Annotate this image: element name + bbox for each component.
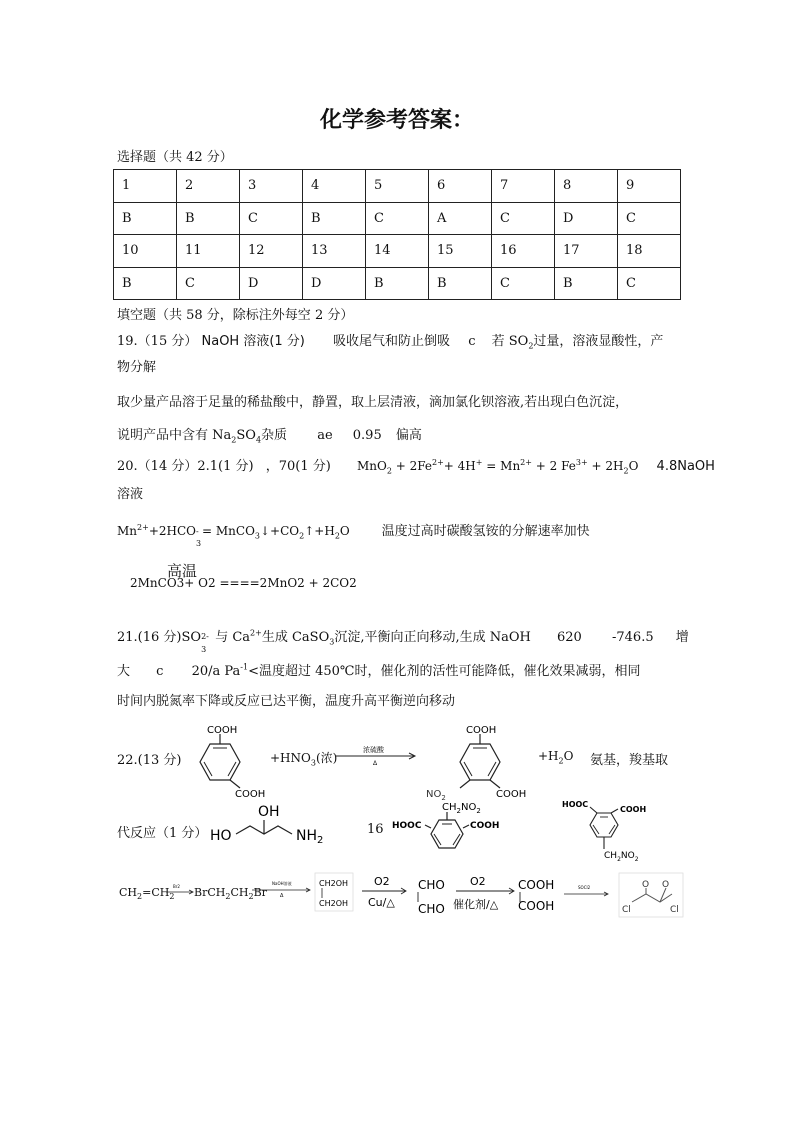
- q21-text: <温度超过 450℃时，催化剂的活性可能降低，催化效果减弱，相同: [248, 664, 641, 679]
- question-number-cell: 12: [240, 235, 303, 268]
- hooc-label: HOOC: [392, 821, 422, 831]
- q20-answer: 4.8NaOH: [656, 459, 715, 474]
- q20-equation2: $Mn^{2+}+2HCO$ 3 - = $MnCO_3↓+CO_2↑+H_2O$: [117, 523, 350, 548]
- oxalyl-chloride-structure: [618, 872, 684, 918]
- q21-answer: 20/a Pa: [191, 664, 241, 679]
- question-number-cell: 15: [429, 235, 492, 268]
- q22-byproduct: $+H_2O$: [538, 749, 574, 766]
- q19-cond-a: 若 SO: [491, 334, 529, 349]
- q19-line4: [117, 424, 422, 445]
- ch2no2-label: $CH_2NO_2$: [604, 851, 639, 863]
- table-row: [114, 267, 681, 300]
- cho-label: CHO: [418, 902, 445, 916]
- isomer-structure-1: [392, 798, 504, 866]
- q19-reagent: NaOH 溶液(1 分): [201, 334, 305, 349]
- cooh-label: COOH: [620, 805, 647, 814]
- q21-answer: 620: [557, 630, 582, 645]
- table-row: [114, 235, 681, 268]
- q20-number: 20.（14 分）2.1(1 分): [117, 459, 254, 474]
- q22-reaction-type: 代反应（1 分）: [117, 826, 208, 841]
- q19-text: 说明产品中含有 Na: [117, 428, 232, 443]
- q21-line3: 时间内脱氮率下降或反应已达平衡，温度升高平衡逆向移动: [117, 694, 456, 709]
- q19-answer: ae: [317, 428, 333, 443]
- ch2no2-label: $CH_2NO_2$: [442, 802, 481, 815]
- q21-line1: 21.(16 分)SO 2- 3 与 $Ca^{2+}$生成 CaSO$_3$沉淀,平衡向正向移动,生成 NaOH 620 -746.5 增: [117, 628, 689, 654]
- table-row: [114, 170, 681, 203]
- q19-answer: 偏高: [395, 428, 422, 443]
- answer-cell: B: [366, 267, 429, 300]
- question-number-cell: 2: [177, 170, 240, 203]
- question-number-cell: 14: [366, 235, 429, 268]
- q19-sub: 2: [528, 341, 534, 351]
- question-number-cell: 1: [114, 170, 177, 203]
- ho-label: HO: [210, 828, 232, 844]
- q19-line2: 物分解: [117, 360, 157, 375]
- chlorine-label: Cl: [670, 905, 679, 915]
- question-number-cell: 16: [492, 235, 555, 268]
- route-condition: Cu/△: [368, 896, 395, 909]
- route-heat: Δ: [280, 893, 284, 899]
- question-number-cell: 11: [177, 235, 240, 268]
- route-reagent: NaOH溶液: [272, 881, 292, 886]
- arrow-heat: Δ: [373, 760, 378, 767]
- question-number-cell: 18: [618, 235, 681, 268]
- aminopropanediol-structure: [208, 800, 338, 852]
- isomer-structure-2: [560, 795, 670, 867]
- question-number-cell: 3: [240, 170, 303, 203]
- answer-cell: B: [303, 202, 366, 235]
- q21-text: 与 Ca: [215, 630, 251, 645]
- question-number-cell: 9: [618, 170, 681, 203]
- answer-cell: B: [177, 202, 240, 235]
- answer-cell: C: [618, 202, 681, 235]
- q20-line2: 溶液: [117, 487, 144, 502]
- oxygen-label: O: [662, 880, 670, 890]
- q22-groups: 氨基，羧基取: [590, 753, 669, 768]
- reaction-arrow: [333, 744, 419, 768]
- answer-cell: D: [240, 267, 303, 300]
- glyoxal-structure: [410, 874, 452, 918]
- nitroisophthalic-acid-structure: [420, 720, 535, 810]
- ethylene-glycol-structure: [314, 872, 354, 912]
- cooh-label: COOH: [496, 789, 527, 800]
- route-condition: 催化剂/△: [453, 898, 499, 911]
- q21-answer: c: [156, 664, 164, 679]
- route-arrow-4: [452, 874, 518, 916]
- question-number-cell: 8: [555, 170, 618, 203]
- q21-text: 生成 CaSO: [261, 630, 330, 645]
- route-arrow-5: [562, 884, 612, 900]
- answer-cell: D: [303, 267, 366, 300]
- cooh-label: COOH: [518, 878, 555, 892]
- oh-label: OH: [258, 804, 280, 820]
- q20-line1: [117, 455, 715, 475]
- q21-line2: 大 c 20/a $Pa^{-1}<$温度超过 450℃时，催化剂的活性可能降低，催化效果减弱，相同: [117, 662, 641, 679]
- q21-text: 增: [675, 630, 689, 645]
- q22-reagent: $+HNO_3$(浓): [270, 751, 338, 768]
- chlorine-label: Cl: [622, 905, 631, 915]
- answer-cell: C: [618, 267, 681, 300]
- question-number-cell: 13: [303, 235, 366, 268]
- question-number-cell: 6: [429, 170, 492, 203]
- q19-line3: 取少量产品溶于足量的稀盐酸中，静置，取上层清液，滴加氯化钡溶液,若出现白色沉淀，: [117, 395, 629, 410]
- route-reagent: Br2: [173, 884, 180, 889]
- arrow-condition: 浓硫酸: [363, 746, 384, 754]
- cooh-label: COOH: [235, 789, 265, 800]
- fill-heading: 填空题（共 58 分，除标注外每空 2 分）: [117, 308, 354, 323]
- q19-purpose: 吸收尾气和防止倒吸: [333, 334, 451, 349]
- q22-number: 22.(13 分): [117, 753, 182, 768]
- answer-cell: B: [429, 267, 492, 300]
- answer-cell: A: [429, 202, 492, 235]
- answer-cell: B: [114, 202, 177, 235]
- route-start: $CH_2=CH_2$: [119, 886, 175, 902]
- cooh-label: COOH: [466, 725, 497, 736]
- table-row: [114, 202, 681, 235]
- nh2-label: $NH_2$: [296, 828, 324, 846]
- cooh-label: COOH: [207, 725, 238, 736]
- no2-label: $NO_2$: [426, 789, 446, 802]
- isophthalic-acid-structure: [185, 722, 265, 802]
- answer-cell: D: [555, 202, 618, 235]
- mc-heading: 选择题（共 42 分）: [117, 150, 233, 165]
- q21-text: 沉淀,平衡向正向移动,生成 NaOH: [334, 630, 531, 645]
- question-number-cell: 17: [555, 235, 618, 268]
- q19-cond-b: 过量，溶液显酸性，产: [533, 334, 664, 349]
- q22-answer16: 16: [367, 822, 384, 837]
- hooc-label: HOOC: [562, 800, 589, 809]
- q21-answer: -746.5: [611, 630, 654, 645]
- q19-choice: c: [468, 334, 476, 349]
- q20-condition: 高温: [167, 562, 198, 580]
- q20-equation: $MnO_2 + 2Fe^{2+}+ 4H^+ = Mn^{2+} + 2$ $Fe^{3+} + 2H_2O$: [356, 458, 639, 476]
- cooh-label: COOH: [470, 821, 500, 831]
- answer-cell: C: [492, 267, 555, 300]
- q19-text: 杂质: [261, 428, 288, 443]
- question-number-cell: 4: [303, 170, 366, 203]
- ch2oh-label: CH2OH: [319, 899, 349, 908]
- ch2oh-label: CH2OH: [319, 879, 349, 888]
- cho-label: CHO: [418, 878, 445, 892]
- answer-cell: C: [177, 267, 240, 300]
- route-reagent: SOCl2: [578, 885, 591, 890]
- route-arrow-3: [360, 874, 410, 914]
- q19-sub: 2: [231, 435, 237, 445]
- q19-text: SO: [236, 428, 256, 443]
- q19-number: 19.（15 分）: [117, 334, 198, 349]
- page-title: 化学参考答案：: [319, 108, 474, 133]
- route-arrow-2: [250, 878, 314, 900]
- route-reagent: O2: [470, 875, 486, 888]
- answer-table: [113, 169, 681, 300]
- oxygen-label: O: [642, 880, 650, 890]
- q20-equation3: 2MnCO3+ O2 ====2MnO2 + 2CO2: [130, 576, 357, 590]
- question-number-cell: 7: [492, 170, 555, 203]
- question-number-cell: 5: [366, 170, 429, 203]
- q19-answer: 0.95: [352, 428, 382, 443]
- question-number-cell: 10: [114, 235, 177, 268]
- route-arrow-1: [165, 882, 195, 898]
- q21-text: 大: [117, 664, 131, 679]
- answer-cell: C: [366, 202, 429, 235]
- q19-line1: [117, 330, 663, 351]
- answer-cell: B: [555, 267, 618, 300]
- cooh-label: COOH: [518, 899, 555, 913]
- answer-cell: C: [240, 202, 303, 235]
- route-reagent: O2: [374, 875, 390, 888]
- oxalic-acid-structure: [516, 874, 562, 918]
- q19-sub: 4: [255, 435, 262, 445]
- q20-reason: 温度过高时碳酸氢铵的分解速率加快: [381, 524, 590, 539]
- route-dibromoethane: $BrCH_2CH_2Br$: [194, 886, 267, 902]
- q20-line3: [117, 520, 590, 548]
- q21-text: 21.(16 分)SO: [117, 630, 202, 645]
- answer-cell: C: [492, 202, 555, 235]
- q20-answer: ，70(1 分): [265, 459, 331, 474]
- answer-cell: B: [114, 267, 177, 300]
